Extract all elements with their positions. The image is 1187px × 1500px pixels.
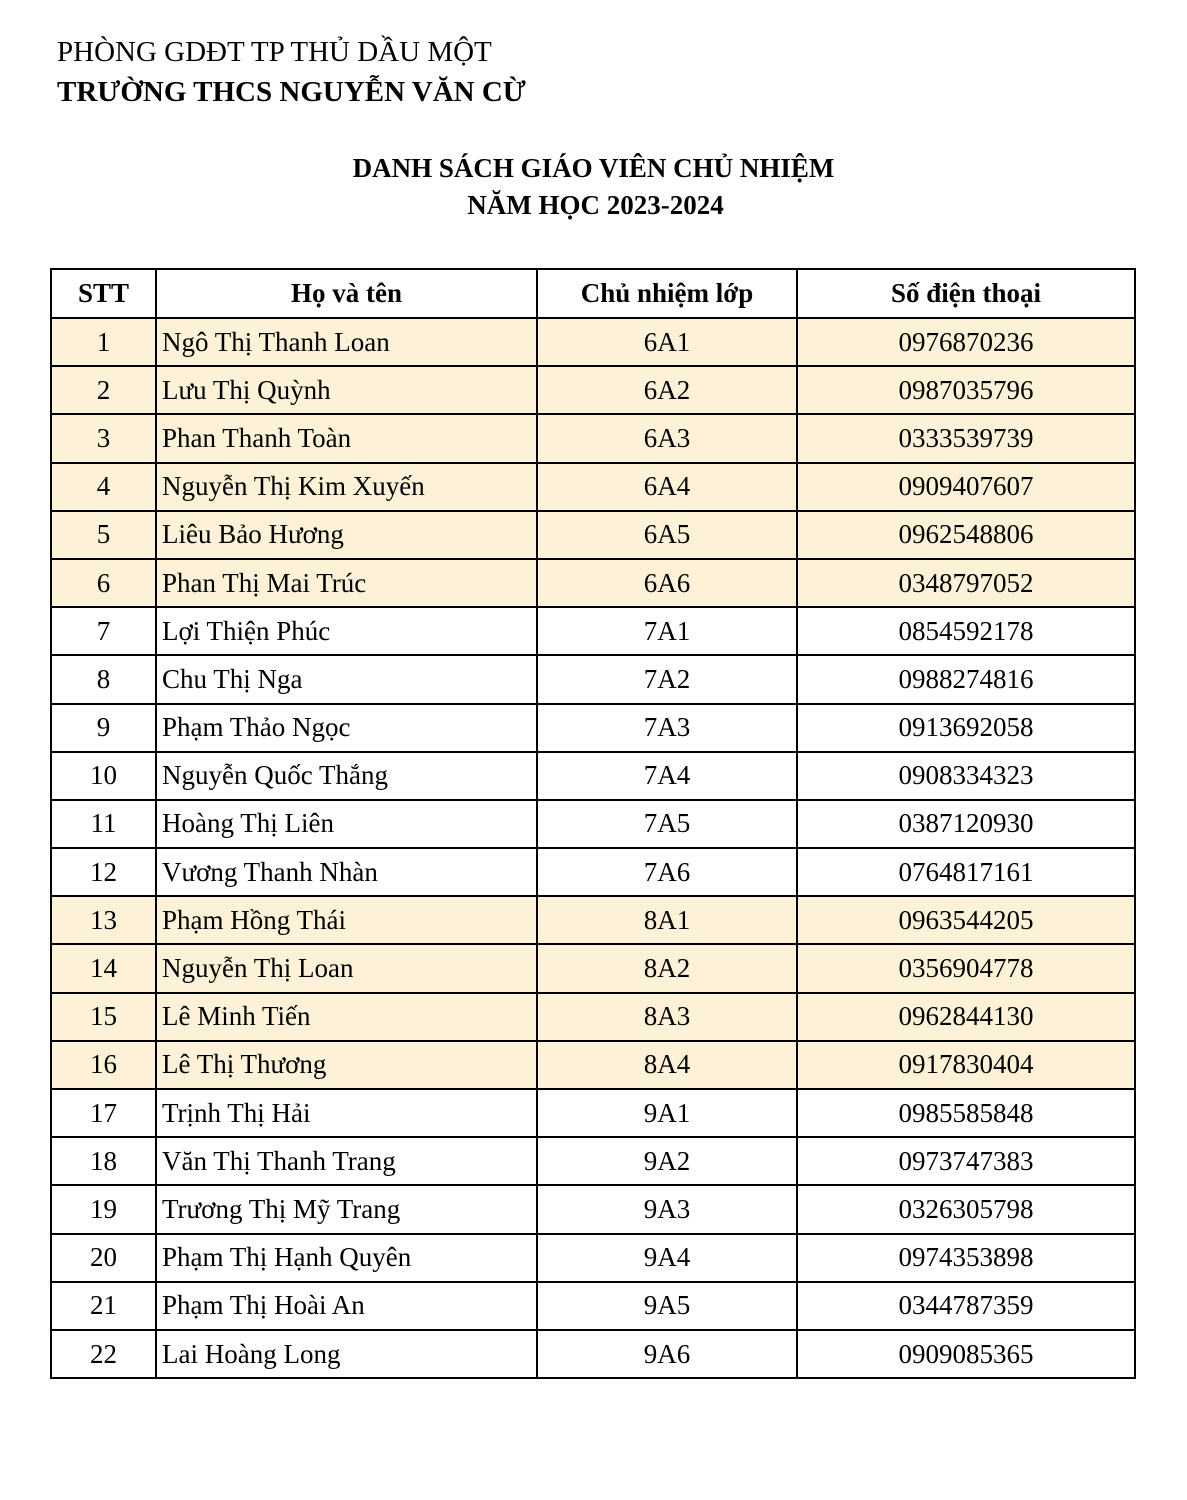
- cell-phone: 0963544205: [797, 896, 1135, 944]
- cell-class: 6A5: [537, 511, 797, 559]
- table-row: [51, 896, 1135, 944]
- cell-class: 9A3: [537, 1185, 797, 1233]
- cell-class: 8A3: [537, 993, 797, 1041]
- cell-phone: 0985585848: [797, 1089, 1135, 1137]
- column-header-phone: Số điện thoại: [797, 269, 1135, 318]
- cell-teacher-name: Nguyễn Thị Loan: [156, 944, 537, 992]
- table-row: [51, 414, 1135, 462]
- cell-phone: 0348797052: [797, 559, 1135, 607]
- cell-class: 6A6: [537, 559, 797, 607]
- cell-teacher-name: Nguyễn Thị Kim Xuyến: [156, 463, 537, 511]
- cell-phone: 0909407607: [797, 463, 1135, 511]
- cell-stt: 8: [51, 655, 156, 703]
- column-header-class: Chủ nhiệm lớp: [537, 269, 797, 318]
- cell-phone: 0987035796: [797, 366, 1135, 414]
- cell-phone: 0973747383: [797, 1137, 1135, 1185]
- cell-class: 6A3: [537, 414, 797, 462]
- cell-stt: 6: [51, 559, 156, 607]
- cell-class: 6A2: [537, 366, 797, 414]
- table-row: [51, 366, 1135, 414]
- cell-stt: 22: [51, 1330, 156, 1378]
- cell-phone: 0976870236: [797, 318, 1135, 366]
- cell-phone: 0356904778: [797, 944, 1135, 992]
- cell-class: 7A3: [537, 704, 797, 752]
- cell-stt: 2: [51, 366, 156, 414]
- cell-teacher-name: Hoàng Thị Liên: [156, 800, 537, 848]
- table-row: [51, 1282, 1135, 1330]
- cell-teacher-name: Trương Thị Mỹ Trang: [156, 1185, 537, 1233]
- cell-stt: 20: [51, 1234, 156, 1282]
- cell-class: 9A2: [537, 1137, 797, 1185]
- department-name: PHÒNG GDĐT TP THỦ DẦU MỘT: [57, 36, 492, 68]
- cell-stt: 1: [51, 318, 156, 366]
- school-name: TRƯỜNG THCS NGUYỄN VĂN CỪ: [57, 76, 526, 108]
- table-row: [51, 318, 1135, 366]
- cell-stt: 7: [51, 607, 156, 655]
- cell-class: 7A1: [537, 607, 797, 655]
- cell-phone: 0988274816: [797, 655, 1135, 703]
- cell-stt: 16: [51, 1041, 156, 1089]
- table-row: [51, 511, 1135, 559]
- cell-phone: 0326305798: [797, 1185, 1135, 1233]
- cell-class: 7A2: [537, 655, 797, 703]
- cell-teacher-name: Lưu Thị Quỳnh: [156, 366, 537, 414]
- cell-stt: 9: [51, 704, 156, 752]
- table-header-row: [51, 269, 1135, 318]
- cell-teacher-name: Phạm Hồng Thái: [156, 896, 537, 944]
- cell-phone: 0908334323: [797, 752, 1135, 800]
- cell-stt: 10: [51, 752, 156, 800]
- cell-stt: 15: [51, 993, 156, 1041]
- column-header-stt: STT: [51, 269, 156, 318]
- cell-teacher-name: Phan Thanh Toàn: [156, 414, 537, 462]
- cell-teacher-name: Phạm Thị Hạnh Quyên: [156, 1234, 537, 1282]
- cell-class: 6A4: [537, 463, 797, 511]
- cell-class: 6A1: [537, 318, 797, 366]
- cell-phone: 0913692058: [797, 704, 1135, 752]
- cell-teacher-name: Lợi Thiện Phúc: [156, 607, 537, 655]
- cell-class: 9A6: [537, 1330, 797, 1378]
- cell-stt: 21: [51, 1282, 156, 1330]
- cell-teacher-name: Phan Thị Mai Trúc: [156, 559, 537, 607]
- cell-phone: 0962548806: [797, 511, 1135, 559]
- cell-teacher-name: Vương Thanh Nhàn: [156, 848, 537, 896]
- table-row: [51, 1185, 1135, 1233]
- cell-teacher-name: Chu Thị Nga: [156, 655, 537, 703]
- cell-stt: 13: [51, 896, 156, 944]
- cell-class: 9A1: [537, 1089, 797, 1137]
- cell-teacher-name: Trịnh Thị Hải: [156, 1089, 537, 1137]
- column-header-name: Họ và tên: [156, 269, 537, 318]
- cell-stt: 19: [51, 1185, 156, 1233]
- document-title: DANH SÁCH GIÁO VIÊN CHỦ NHIỆM: [352, 153, 835, 183]
- cell-stt: 14: [51, 944, 156, 992]
- homeroom-teacher-table: [50, 268, 1136, 1379]
- cell-phone: 0387120930: [797, 800, 1135, 848]
- cell-phone: 0333539739: [797, 414, 1135, 462]
- cell-teacher-name: Ngô Thị Thanh Loan: [156, 318, 537, 366]
- table-body: [51, 318, 1135, 1378]
- table-row: [51, 848, 1135, 896]
- cell-teacher-name: Văn Thị Thanh Trang: [156, 1137, 537, 1185]
- cell-phone: 0344787359: [797, 1282, 1135, 1330]
- table-row: [51, 800, 1135, 848]
- table-row: [51, 704, 1135, 752]
- cell-stt: 3: [51, 414, 156, 462]
- cell-class: 8A1: [537, 896, 797, 944]
- cell-stt: 17: [51, 1089, 156, 1137]
- table-row: [51, 1137, 1135, 1185]
- cell-teacher-name: Lai Hoàng Long: [156, 1330, 537, 1378]
- cell-phone: 0962844130: [797, 993, 1135, 1041]
- table-row: [51, 752, 1135, 800]
- cell-stt: 5: [51, 511, 156, 559]
- cell-class: 7A6: [537, 848, 797, 896]
- table-row: [51, 993, 1135, 1041]
- table-row: [51, 559, 1135, 607]
- table-row: [51, 1234, 1135, 1282]
- cell-teacher-name: Lê Minh Tiến: [156, 993, 537, 1041]
- table-row: [51, 463, 1135, 511]
- cell-stt: 18: [51, 1137, 156, 1185]
- cell-phone: 0764817161: [797, 848, 1135, 896]
- table-row: [51, 944, 1135, 992]
- cell-phone: 0974353898: [797, 1234, 1135, 1282]
- table-row: [51, 655, 1135, 703]
- table-row: [51, 1330, 1135, 1378]
- table-row: [51, 607, 1135, 655]
- cell-phone: 0917830404: [797, 1041, 1135, 1089]
- cell-class: 9A5: [537, 1282, 797, 1330]
- cell-class: 8A4: [537, 1041, 797, 1089]
- school-year: NĂM HỌC 2023-2024: [467, 190, 724, 220]
- cell-class: 8A2: [537, 944, 797, 992]
- cell-class: 7A5: [537, 800, 797, 848]
- cell-class: 9A4: [537, 1234, 797, 1282]
- cell-stt: 11: [51, 800, 156, 848]
- cell-teacher-name: Liêu Bảo Hương: [156, 511, 537, 559]
- cell-teacher-name: Phạm Thị Hoài An: [156, 1282, 537, 1330]
- cell-stt: 4: [51, 463, 156, 511]
- table-row: [51, 1041, 1135, 1089]
- cell-stt: 12: [51, 848, 156, 896]
- cell-teacher-name: Phạm Thảo Ngọc: [156, 704, 537, 752]
- cell-phone: 0854592178: [797, 607, 1135, 655]
- cell-teacher-name: Nguyễn Quốc Thắng: [156, 752, 537, 800]
- table-row: [51, 1089, 1135, 1137]
- cell-class: 7A4: [537, 752, 797, 800]
- cell-phone: 0909085365: [797, 1330, 1135, 1378]
- cell-teacher-name: Lê Thị Thương: [156, 1041, 537, 1089]
